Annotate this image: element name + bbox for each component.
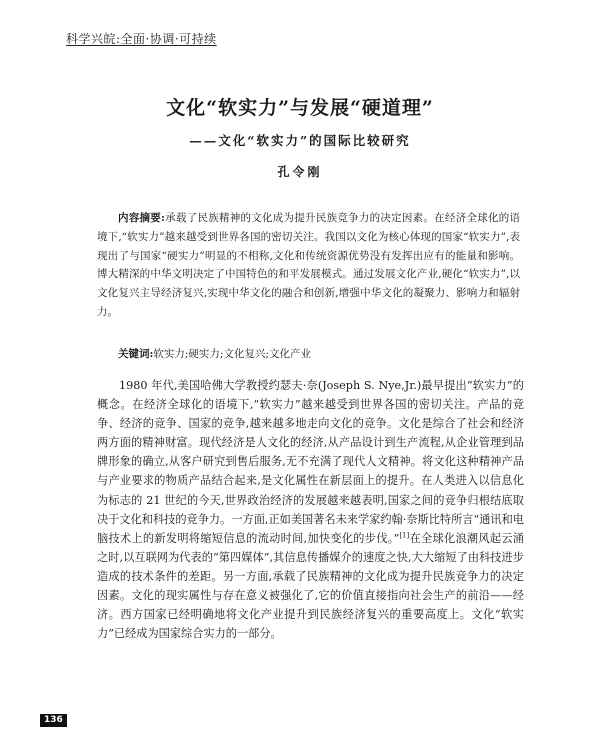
page-number: 136 [40,714,67,727]
keywords-label: 关键词: [118,348,154,360]
keywords-line [118,345,520,363]
article-title: 文化“软实力”与发展“硬道理” [166,97,434,119]
abstract-paragraph [97,209,520,322]
article-author: 孔令刚 [277,165,323,179]
article-subtitle: ——文化“软实力”的国际比较研究 [189,133,411,148]
body-text-part2: 在全球化浪潮风起云涌之时,以互联网为代表的“第四媒体”,其信息传播媒介的速度之快,大大缩短了由科技进步造成的技术条件的差距。另一方面,承载了民族精神的文化成为提升民族竞争力的决定因素。文化的现实属性与存在意义被强化了,它的价值直接指向社会生产的前沿——经济。西方国家已经明确地将文化产业提升到民族经济复兴的重要高度上。文化“软实力”已经成为国家综合实力的一部分。 [97,531,524,641]
body-paragraph [97,376,524,643]
keywords-text: 软实力;硬实力;文化复兴;文化产业 [153,348,312,360]
section-header-label: 科学兴皖:全面·协调·可持续 [66,32,217,46]
body-text-part1: 1980 年代,美国哈佛大学教授约瑟夫·奈(Joseph S. Nye,Jr.)最早提出“软实力”的概念。在经济全球化的语境下,“软实力”越来越受到世界各国的密切关注。产品的竞争、经济的竞争、国家的竞争,越来越多地走向文化的竞争。文化是综合了社会和经济两方面的精神财富。现代经济是人文化的经济,从产品设计到生产流程,从企业管理到品牌形象的确立,从客户研究到售后服务,无不充满了现代人文精神。将文化这种精神产品与产业要求的物质产品结合起来,是文化属性在新层面上的提升。在人类进入以信息化为标志的 21 世纪的今天,世界政治经济的发展越来越表明,国家之间的竞争归根结底取决于文化和科技的竞争力。一方面,正如美国著名未来学家约翰·奈斯比特所言“通讯和电脑技术上的新发明将缩短信息的流动时间,加快变化的步伐。” [97,379,524,545]
footnote-ref: [1] [399,531,410,540]
abstract-text: 承载了民族精神的文化成为提升民族竞争力的决定因素。在经济全球化的语境下,“软实力”越来越受到世界各国的密切关注。我国以文化为核心体现的国家“软实力”,表现出了与国家“硬实力”明显的不相称,文化和传统资源优势没有发挥出应有的能量和影响。博大精深的中华文明决定了中国特色的和平发展模式。通过发展文化产业,硬化“软实力”,以文化复兴主导经济复兴,实现中华文化的融合和创新,增强中华文化的凝聚力、影响力和辐射力。 [97,212,520,318]
abstract-label: 内容摘要: [118,212,165,224]
